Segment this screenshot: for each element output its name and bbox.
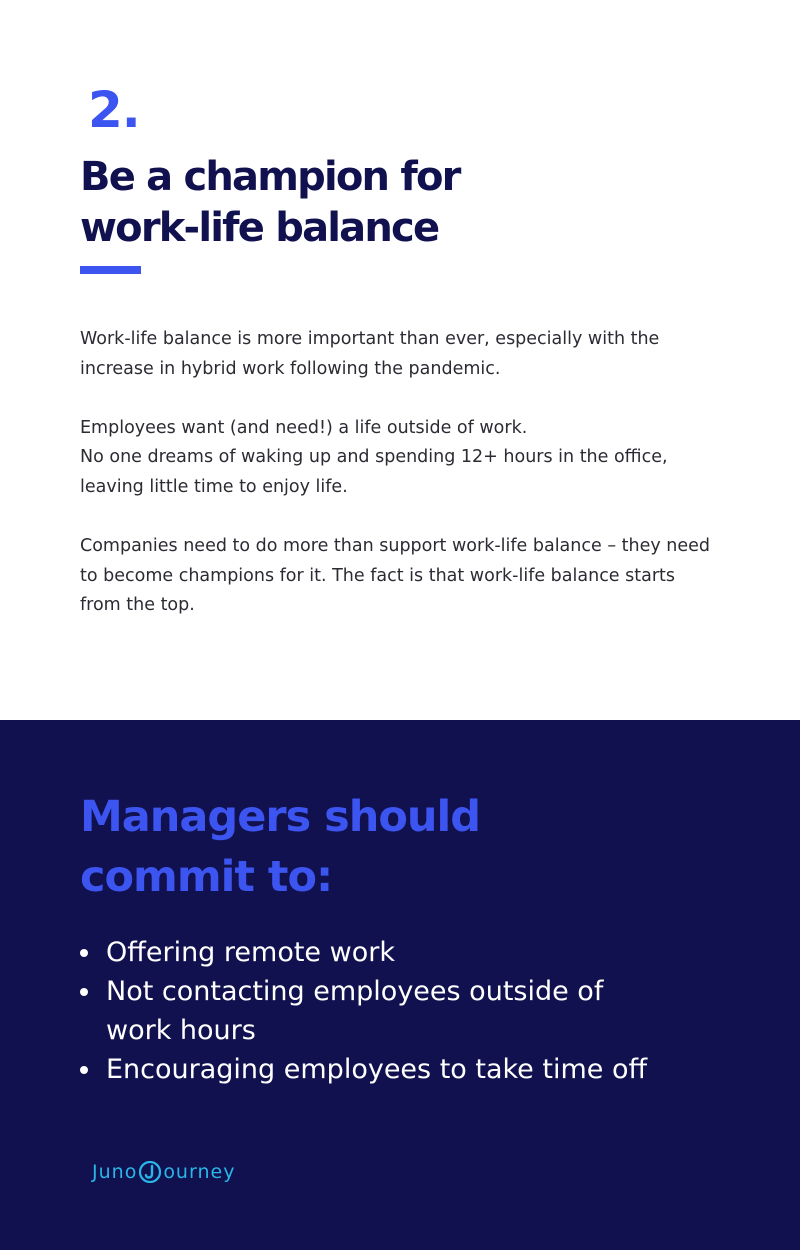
body-line: from the top. [80, 595, 195, 616]
commitments-list [80, 933, 700, 1089]
bullet-icon [80, 988, 88, 996]
commitment-text: Encouraging employees to take time off [106, 1054, 648, 1085]
commitment-text: Offering remote work [106, 937, 395, 968]
juno-journey-logo [92, 1159, 235, 1185]
commitment-text: work hours [106, 1015, 256, 1046]
section-headline [80, 152, 460, 254]
body-line: increase in hybrid work following the pandemic. [80, 358, 501, 379]
commitment-item [80, 933, 700, 972]
bullet-icon [80, 949, 88, 957]
commitment-item [80, 1050, 700, 1089]
body-paragraph-2 [80, 414, 740, 503]
logo-suffix: ourney [163, 1161, 236, 1183]
body-line: Companies need to do more than support work-life balance – they need [80, 536, 711, 557]
commitment-item [80, 972, 700, 1050]
commitments-headline-line-2: commit to: [80, 852, 333, 902]
body-line: No one dreams of waking up and spending 12+ hours in the office, [80, 447, 668, 468]
section-number: 2. [88, 81, 140, 139]
headline-line-2: work-life balance [80, 205, 439, 251]
body-line: Employees want (and need!) a life outside of work. [80, 417, 528, 438]
commitments-headline [80, 787, 480, 907]
bullet-icon [80, 1066, 88, 1074]
body-paragraph-1 [80, 325, 740, 384]
commitments-section [0, 720, 800, 1250]
commitment-text: Not contacting employees outside of [106, 976, 604, 1007]
headline-line-1: Be a champion for [80, 154, 460, 200]
logo-prefix: Juno [92, 1161, 138, 1183]
juno-j-logo-icon [139, 1161, 161, 1183]
body-paragraph-3 [80, 532, 740, 621]
body-line: leaving little time to enjoy life. [80, 476, 348, 497]
body-line: to become champions for it. The fact is that work-life balance starts [80, 565, 676, 586]
body-line: Work-life balance is more important than ever, especially with the [80, 329, 660, 349]
commitments-headline-line-1: Managers should [80, 792, 481, 842]
body-text [80, 325, 740, 651]
accent-underline [80, 266, 141, 274]
